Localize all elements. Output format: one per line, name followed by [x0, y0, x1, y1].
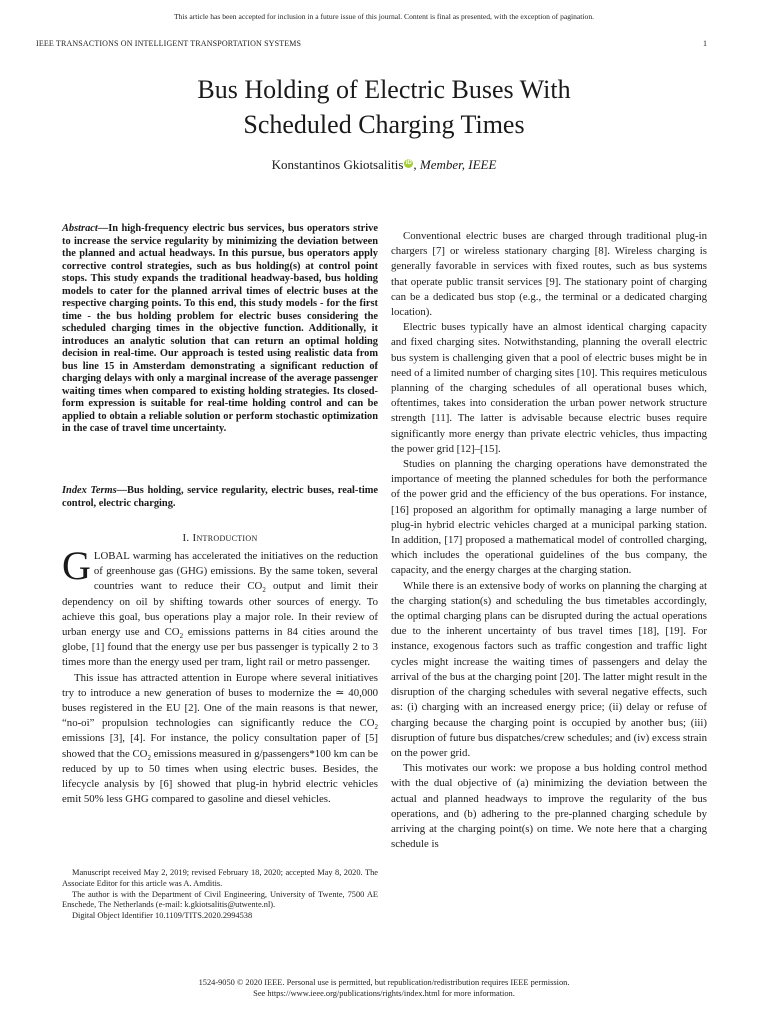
abstract-label: Abstract	[62, 223, 98, 234]
abstract-text: —In high-frequency electric bus services, bus operators strive to increase the service regularity by minimizing the deviation between the planned and actual headways. In this pursue, bus operators apply corrective control strategies, such as bus holding(s) at control point stops. This study expands the traditional headway-based, bus holding models to cater for the planned arrival times of electric buses at the respective charging points. To this end, this study models - for the first time - the bus holding problem for electric buses considering the scheduled charging times in the objective function. Additionally, it introduces an analytic solution that can return an optimal holding decision in real-time. Our approach is tested using realistic data from bus line 15 in Amsterdam demonstrating a significant reduction of charging delays with only a marginal increase of the average passenger waiting times when compared to existing holding strategies. Its closed-form expression is suitable for real-time holding control and can be applied to obtain a reliable solution or perform stochastic optimization in the case of travel time uncertainty.	[62, 223, 378, 434]
journal-running-head: IEEE TRANSACTIONS ON INTELLIGENT TRANSPORTATION SYSTEMS	[36, 39, 302, 48]
intro-p2-part-a: This issue has attracted attention in Europe where several initiatives try to introduce a new generation of buses to modernize the ≃ 40,000 buses registered in the EU [2]. One of the main reasons is that newer, “no-oi” propulsion technologies can significantly reduce the CO	[62, 671, 378, 730]
author-line	[60, 157, 708, 173]
right-paragraph-1: Conventional electric buses are charged through traditional plug-in chargers [7] or wireless stationary charging [8]. Wireless charging is generally favorable in services with fixed routes, such as bus systems that operate public transit services [9]. The stationary point of charging can be a dedicated bus stop (e.g., the terminal or a dedicated charging location).	[391, 230, 707, 319]
copyright-line-1: 1524-9050 © 2020 IEEE. Personal use is permitted, but republication/redistribution requires IEEE permission.	[198, 978, 570, 987]
introduction-body	[62, 543, 378, 807]
section-heading	[62, 532, 378, 544]
intro-paragraph-2	[62, 671, 378, 808]
title-line-1: Bus Holding of Electric Buses With	[197, 75, 571, 104]
index-terms	[62, 485, 378, 510]
author-name: Konstantinos Gkiotsalitis	[271, 157, 404, 172]
index-terms-label: Index Terms	[62, 485, 117, 496]
page-number: 1	[703, 39, 707, 48]
footnote-manuscript: Manuscript received May 2, 2019; revised February 18, 2020; accepted May 8, 2020. The Associate Editor for this article was A. Amditis.	[62, 868, 378, 888]
index-terms-text: —Bus holding, service regularity, electric buses, real-time control, electric charging.	[62, 485, 378, 509]
right-paragraph-2: Electric buses typically have an almost identical charging capacity and fixed charging sites. Notwithstanding, planning the overall electric bus system is challenging given that a pool of electric buses might be in need of a limited number of charging sites [10]. This requires meticulous planning of the charging schedules of all operational buses which, oftentimes, takes into consideration the urban power network structure strength [11]. The latter is advisable because electric buses require significantly more energy than private electric vehicles, thus impacting the power grid [12]–[15].	[391, 321, 707, 455]
right-paragraph-4: While there is an extensive body of works on planning the charging at the charging station(s) and scheduling the bus timetables accordingly, the optimal charging plans can be disrupted during the actual operations due to the inherent uncertainty of bus travel times [18], [19]. For instance, exogenous factors such as traffic congestion and traffic light cycles might increase the waiting times of passengers and delay the arrival of the bus at the charging point [20]. The latter might result in the disruption of the charging schedules with several negative effects, such as: (i) charging with an increased energy price; (ii) delay or refuse of charging because the charging point is occupied by another bus; (iii) disruption of future bus dispatches/crew schedules; and (iv) excess strain on the power grid.	[391, 579, 707, 759]
right-column-body	[391, 229, 707, 852]
subscript-2: 2	[179, 632, 184, 641]
title-line-2: Scheduled Charging Times	[243, 110, 525, 139]
footnotes	[62, 868, 378, 922]
intro-paragraph-1	[62, 543, 378, 671]
copyright-line-2: See https://www.ieee.org/publications/rights/index.html for more information.	[253, 989, 515, 998]
intro-p2-part-c: emissions measured in g/passengers*100 km can be reduced by up to 50 times when using electric buses. Besides, the lifecycle analysis by [6] showed that plug-in hybrid electric vehicles emit 50% less GHG compared to gasoline and diesel vehicles.	[62, 747, 378, 806]
section-title: Introduction	[192, 532, 258, 544]
paper-title	[60, 72, 708, 142]
right-paragraph-5: This motivates our work: we propose a bus holding control method with the dual objective of (a) minimizing the deviation between the actual and planned headways to improve the regularity of the bus operations, and (b) adhering to the pre-planned charging schedule by arriving at the charging point(s) on time. We note here that a charging schedule is	[391, 762, 707, 851]
abstract	[62, 223, 378, 436]
subscript-2: 2	[147, 753, 151, 762]
acceptance-notice: This article has been accepted for inclusion in a future issue of this journal. Content is final as presented, with the exception of pagination.	[173, 12, 595, 21]
intro-p1-part-a: LOBAL warming has accelerated the initiatives on the reduction of greenhouse gas (GHG) emissions. By the same token, several countries want to reduce their CO	[93, 550, 378, 593]
intro-p1-part-b: output and limit their dependency on oil by shifting towards other sources of energy. To achieve this goal, bus operations play a major role. In their review of urban energy use and CO	[62, 580, 378, 639]
right-paragraph-3: Studies on planning the charging operations have demonstrated the importance of meeting the planned schedules for both the performance of the power grid and the efficiency of the bus operations. For instance, [16] proposed an algorithm for optimally managing a large number of plug-in hybrid electric vehicles charged at a municipal parking station. In addition, [17] proposed a mathematical model of controlled charging, which includes the operational guidelines of the bus company, the capacity, and the energy charges at the charging station.	[391, 458, 707, 577]
author-role: , Member, IEEE	[413, 157, 497, 172]
footnote-doi: Digital Object Identifier 10.1109/TITS.2020.2994538	[72, 911, 253, 921]
orcid-icon[interactable]: iD	[405, 160, 412, 166]
subscript-2: 2	[262, 586, 266, 595]
drop-cap: G	[62, 543, 91, 588]
footnote-affiliation: The author is with the Department of Civil Engineering, University of Twente, 7500 AE Enschede, The Netherlands (e-mail: k.gkiotsalitis@utwente.nl).	[62, 889, 378, 910]
subscript-2: 2	[374, 723, 378, 732]
copyright-notice	[0, 977, 768, 999]
intro-p2-part-b: emissions [3], [4]. For instance, the policy consultation paper of [5] showed that the CO	[62, 732, 378, 760]
section-number: I.	[182, 532, 193, 544]
intro-p1-part-c: emissions patterns in 84 cities around the globe, [1] found that the energy use per bus passenger is typically 2 to 3 times more than the energy used per tram, light rail or metro passenger.	[62, 626, 378, 669]
